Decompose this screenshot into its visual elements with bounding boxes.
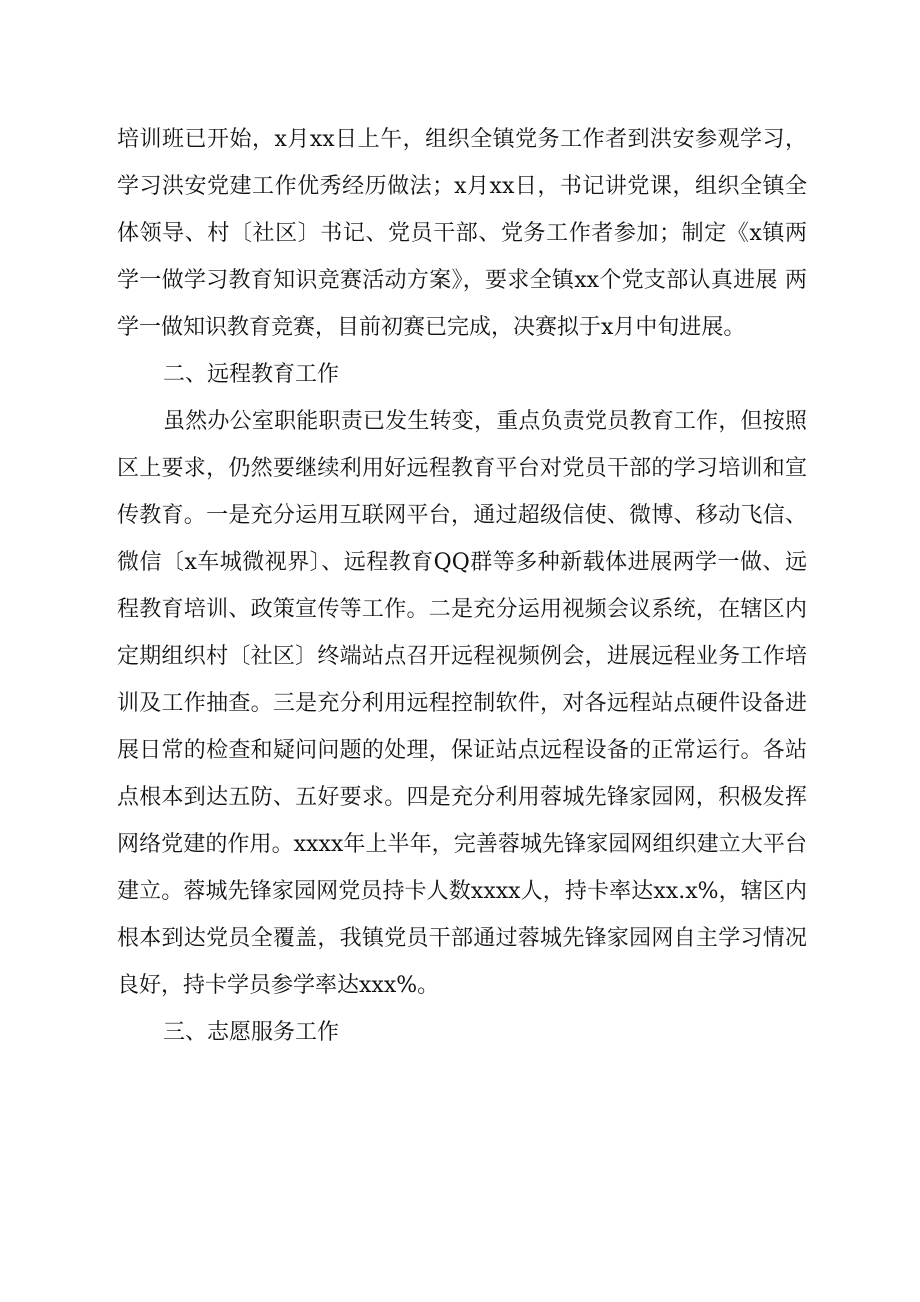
section-heading-volunteer-service: 三、志愿服务工作 (163, 1020, 340, 1045)
document-body (117, 116, 807, 1056)
paragraph-remote-education: 虽然办公室职能职责已发生转变，重点负责党员教育工作，但按照区上要求，仍然要继续利用好远程教育平台对党员干部的学习培训和宣传教育。一是充分运用互联网平台，通过超级信使、微博、移动飞信、微信〔x车城微视界〕、远程教育QQ群等多种新载体进展两学一做、远程教育培训、政策宣传等工作。二是充分运用视频会议系统，在辖区内定期组织村〔社区〕终端站点召开远程视频例会，进展远程业务工作培训及工作抽查。三是充分利用远程控制软件，对各远程站点硬件设备进展日常的检查和疑问问题的处理，保证站点远程设备的正常运行。各站点根本到达五防、五好要求。四是充分利用蓉城先锋家园网，积极发挥网络党建的作用。xxxx年上半年，完善蓉城先锋家园网组织建立大平台建立。蓉城先锋家园网党员持卡人数xxxx人，持卡率达xx.x%，辖区内根本到达党员全覆盖，我镇党员干部通过蓉城先锋家园网自主学习情况良好，持卡学员参学率达xxx%。 (117, 409, 807, 998)
paragraph-training: 培训班已开始，x月xx日上午，组织全镇党务工作者到洪安参观学习，学习洪安党建工作优秀经历做法；x月xx日，书记讲党课，组织全镇全体领导、村〔社区〕书记、党员干部、党务工作者参加；制定《x镇两学一做学习教育知识竞赛活动方案》，要求全镇xx个党支部认真进展 两学一做知识教育竞赛，目前初赛已完成，决赛拟于x月中旬进展。 (117, 127, 807, 340)
section-heading-remote-education: 二、远程教育工作 (163, 362, 340, 387)
